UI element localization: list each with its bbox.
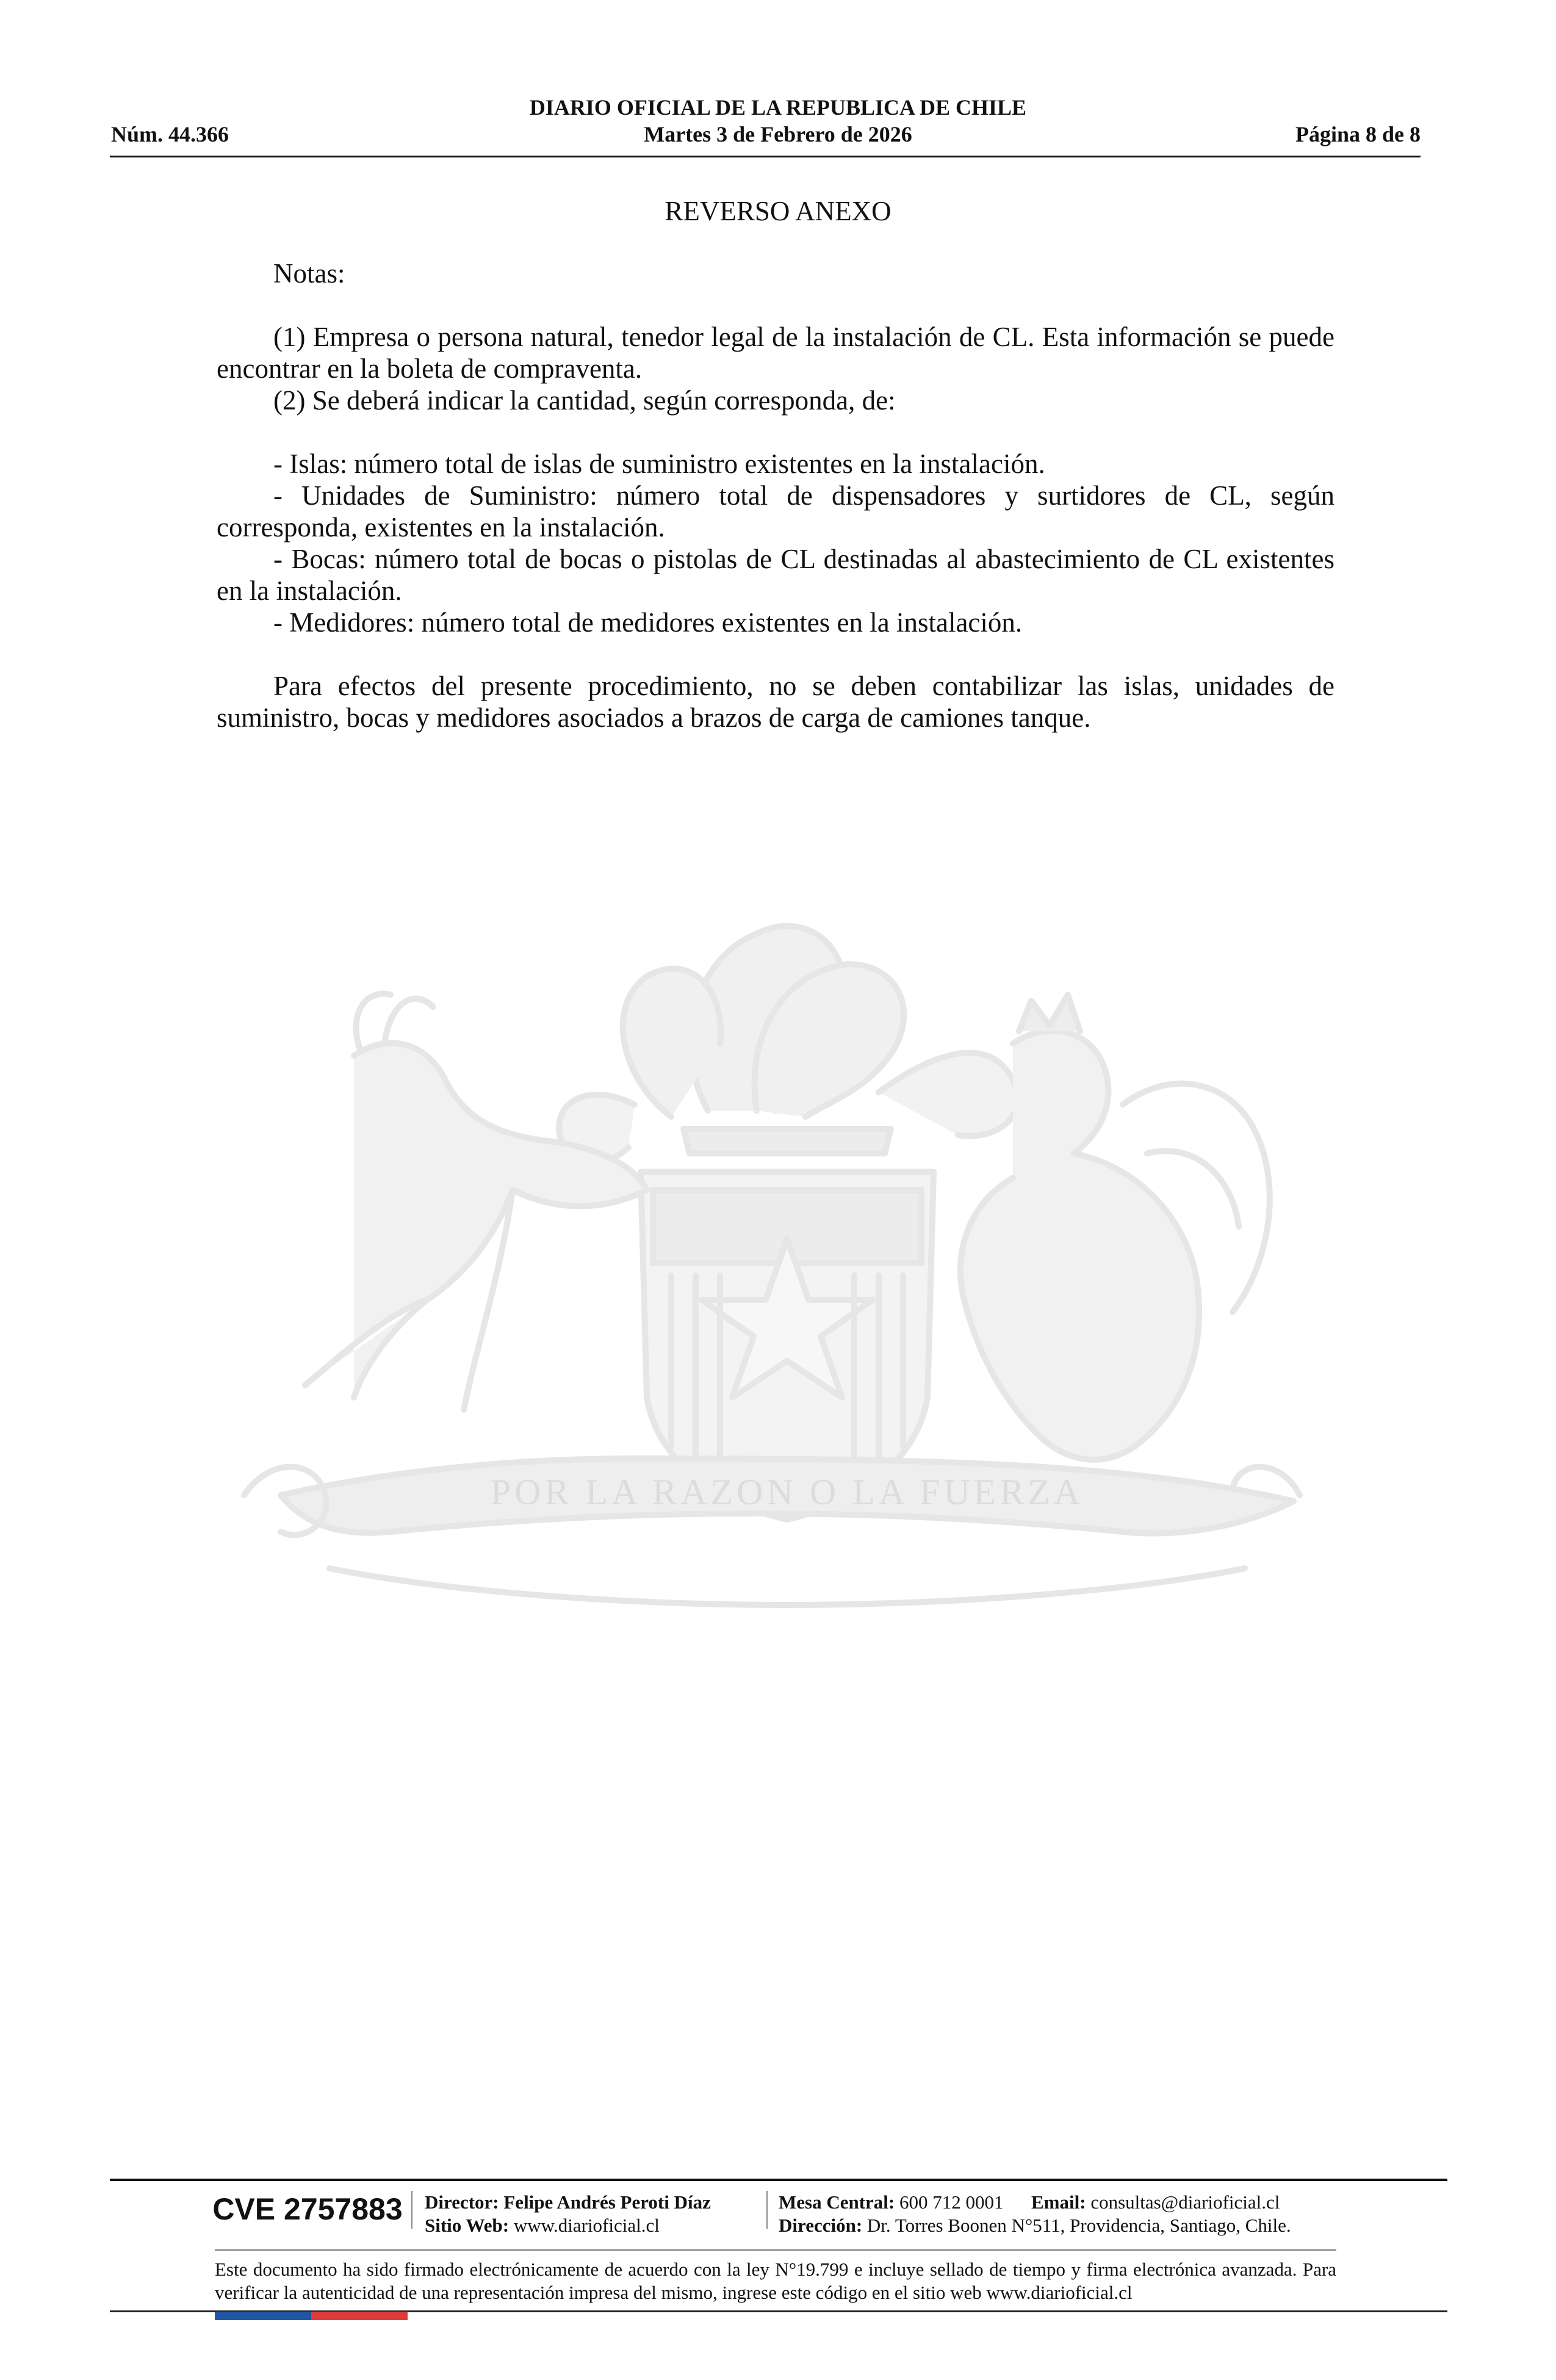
watermark-motto: POR LA RAZON O LA FUERZA (490, 1472, 1084, 1512)
flag-stripe-blue (215, 2312, 311, 2320)
header-issue-number: Núm. 44.366 (111, 122, 229, 146)
phone-label: Mesa Central: (779, 2191, 895, 2213)
footer-address (779, 2214, 1291, 2237)
footer-website (425, 2214, 660, 2237)
flag-stripe-red (311, 2312, 408, 2320)
header-date: Martes 3 de Febrero de 2026 (644, 122, 912, 146)
website-label: Sitio Web: (425, 2215, 510, 2236)
cve-code: CVE 2757883 (212, 2192, 403, 2226)
document-body (217, 258, 1334, 734)
email-link[interactable]: consultas@diarioficial.cl (1090, 2191, 1280, 2213)
paragraph: Para efectos del presente procedimiento, no se deben contabilizar las islas, unidades de suministro, bocas y medidores asociados a brazos de carga de camiones tanque. (217, 671, 1334, 733)
footer-mid-divider (215, 2249, 1336, 2251)
paragraph: - Bocas: número total de bocas o pistolas de CL destinadas al abastecimiento de CL existentes en la instalación. (217, 544, 1334, 606)
paragraph: (2) Se deberá indicar la cantidad, según corresponda, de: (273, 385, 896, 416)
footer-director (425, 2191, 711, 2214)
paragraph-gap (217, 289, 1334, 321)
paragraph: - Unidades de Suministro: número total de dispensadores y surtidores de CL, según corresponda, existentes en la instalación. (217, 480, 1334, 543)
director-name: Felipe Andrés Peroti Díaz (503, 2191, 711, 2213)
director-label: Director: (425, 2191, 499, 2213)
website-link[interactable]: www.diarioficial.cl (513, 2215, 660, 2236)
header-newspaper-title: DIARIO OFICIAL DE LA REPUBLICA DE CHILE (529, 95, 1027, 120)
header-divider (110, 156, 1421, 157)
footer-separator (411, 2191, 412, 2229)
header-page-number: Página 8 de 8 (1295, 122, 1421, 146)
footer-top-divider (110, 2179, 1447, 2181)
email-label: Email: (1031, 2191, 1086, 2213)
address-text: Dr. Torres Boonen N°511, Providencia, Santiago, Chile. (866, 2215, 1291, 2236)
phone-number: 600 712 0001 (899, 2191, 1004, 2213)
paragraph: - Islas: número total de islas de suministro existentes en la instalación. (273, 449, 1045, 479)
footer-separator (766, 2191, 768, 2229)
paragraph: - Medidores: número total de medidores existentes en la instalación. (273, 607, 1023, 638)
paragraph-gap (217, 638, 1334, 670)
address-label: Dirección: (779, 2215, 863, 2236)
legal-notice: Este documento ha sido firmado electrónicamente de acuerdo con la ley N°19.799 e incluye sellado de tiempo y firma electrónica avanzada. Para verificar la autenticidad de una representación impresa del mismo, ingrese este código en el sitio web www.diarioficial.cl (215, 2259, 1336, 2303)
footer-contact (779, 2191, 1280, 2214)
paragraph-gap (217, 416, 1334, 448)
document-title: REVERSO ANEXO (665, 196, 891, 226)
coat-of-arms-watermark-icon (207, 848, 1336, 1672)
paragraph: Notas: (273, 258, 345, 289)
paragraph: (1) Empresa o persona natural, tenedor legal de la instalación de CL. Esta información se puede encontrar en la boleta de compraventa. (217, 322, 1334, 384)
